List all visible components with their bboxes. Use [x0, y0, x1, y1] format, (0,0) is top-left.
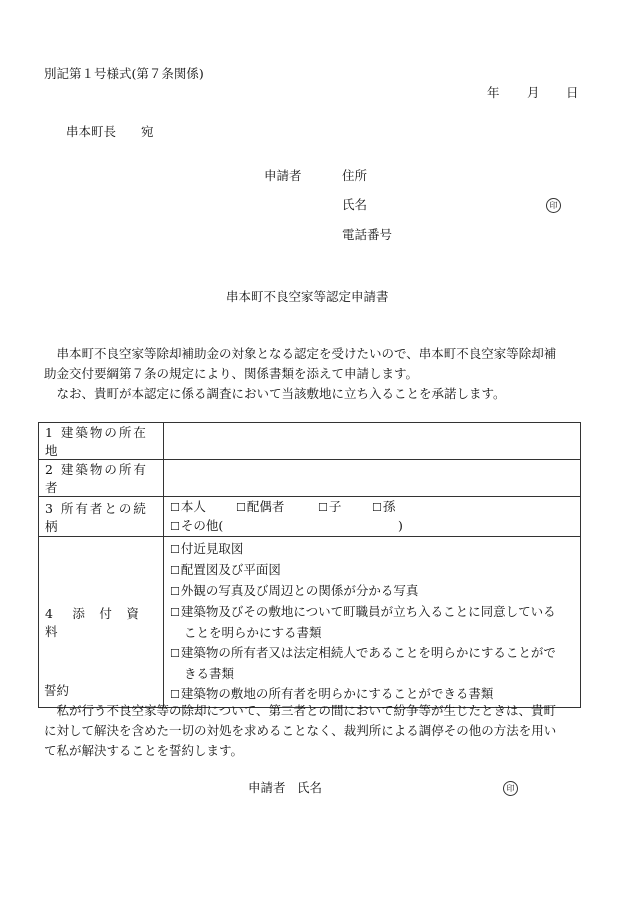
seal-mark: 印	[546, 198, 561, 213]
option-spouse[interactable]: ☐配偶者	[236, 498, 314, 517]
list-item-continuation: ことを明らかにする書類	[184, 625, 322, 640]
table-row	[39, 497, 581, 537]
checkbox-icon: ☐	[235, 500, 246, 514]
list-item[interactable]: ☐建築物及びその敷地について町職員が立ち入ることに同意している	[170, 602, 574, 623]
body-paragraph-2: なお、貴町が本認定に係る調査において当該敷地に立ち入ることを承諾します。	[56, 386, 506, 401]
checkbox-icon: ☐	[170, 606, 180, 619]
checkbox-icon: ☐	[170, 688, 180, 701]
application-table	[38, 422, 581, 708]
checkbox-icon: ☐	[170, 543, 180, 556]
checkbox-icon: ☐	[170, 519, 180, 533]
list-item[interactable]: ☐外観の写真及び周辺との関係が分かる写真	[170, 581, 574, 602]
table-row	[39, 537, 581, 708]
row-label-location: 1 建築物の所在地	[39, 423, 164, 460]
pledge-line-2: に対して解決を含めた一切の対処を求めることなく、裁判所による調停その他の方法を用い	[44, 723, 557, 738]
pledge-line-3: て私が解決することを誓約します。	[44, 743, 244, 758]
signature-seal-mark: 印	[503, 781, 518, 796]
name-label: 氏名	[342, 197, 368, 212]
checkbox-icon: ☐	[170, 585, 180, 598]
row-label-owner: 2 建築物の所有者	[39, 460, 164, 497]
option-child[interactable]: ☐子	[318, 498, 368, 517]
relationship-options	[164, 497, 581, 537]
list-item-continuation: きる書類	[184, 666, 235, 681]
location-field[interactable]	[164, 423, 581, 460]
phone-label: 電話番号	[342, 227, 393, 242]
body-paragraph-1-line-2: 助金交付要綱第７条の規定により、関係書類を添えて申請します。	[44, 366, 419, 381]
row-label-relationship: 3 所有者との続柄	[39, 497, 164, 537]
pledge-line-1: 私が行う不良空家等の除却について、第三者との間において紛争等が生じたときは、貴町	[56, 703, 557, 718]
checkbox-icon: ☐	[317, 500, 328, 514]
checkbox-icon: ☐	[170, 647, 180, 660]
address-label: 住所	[342, 168, 368, 183]
form-number: 別記第１号様式(第７条関係)	[44, 66, 204, 81]
pledge-text	[44, 701, 584, 761]
signature-role-label: 申請者	[248, 780, 286, 795]
option-grandchild[interactable]: ☐孫	[372, 498, 395, 517]
row-label-attachments: 4 添 付 資 料	[39, 537, 164, 708]
applicant-role-label: 申請者	[264, 168, 302, 183]
day-label: 日	[566, 85, 579, 100]
body-paragraph-1-line-1: 串本町不良空家等除却補助金の対象となる認定を受けたいので、串本町不良空家等除却補	[56, 346, 557, 361]
option-self[interactable]: ☐本人	[170, 498, 232, 517]
body-text	[44, 344, 584, 404]
list-item[interactable]: ☐建築物の敷地の所有者を明らかにすることができる書類	[170, 684, 574, 705]
month-label: 月	[527, 85, 540, 100]
option-other[interactable]: ☐その他(	[170, 517, 398, 536]
option-other-close: )	[398, 517, 403, 533]
table-row	[39, 423, 581, 460]
checkbox-icon: ☐	[371, 500, 382, 514]
document-title: 串本町不良空家等認定申請書	[226, 289, 389, 304]
checkbox-icon: ☐	[170, 500, 180, 514]
table-row	[39, 460, 581, 497]
checkbox-icon: ☐	[170, 564, 180, 577]
owner-field[interactable]	[164, 460, 581, 497]
year-label: 年	[487, 85, 500, 100]
pledge-heading: 誓約	[44, 683, 70, 698]
list-item[interactable]: ☐付近見取図	[170, 539, 574, 560]
attachments-list	[164, 537, 581, 708]
addressee: 串本町長 宛	[66, 124, 154, 139]
signature-name-label: 氏名	[297, 780, 323, 795]
list-item[interactable]: ☐配置図及び平面図	[170, 560, 574, 581]
list-item[interactable]: ☐建築物の所有者又は法定相続人であることを明らかにすることがで	[170, 643, 574, 664]
